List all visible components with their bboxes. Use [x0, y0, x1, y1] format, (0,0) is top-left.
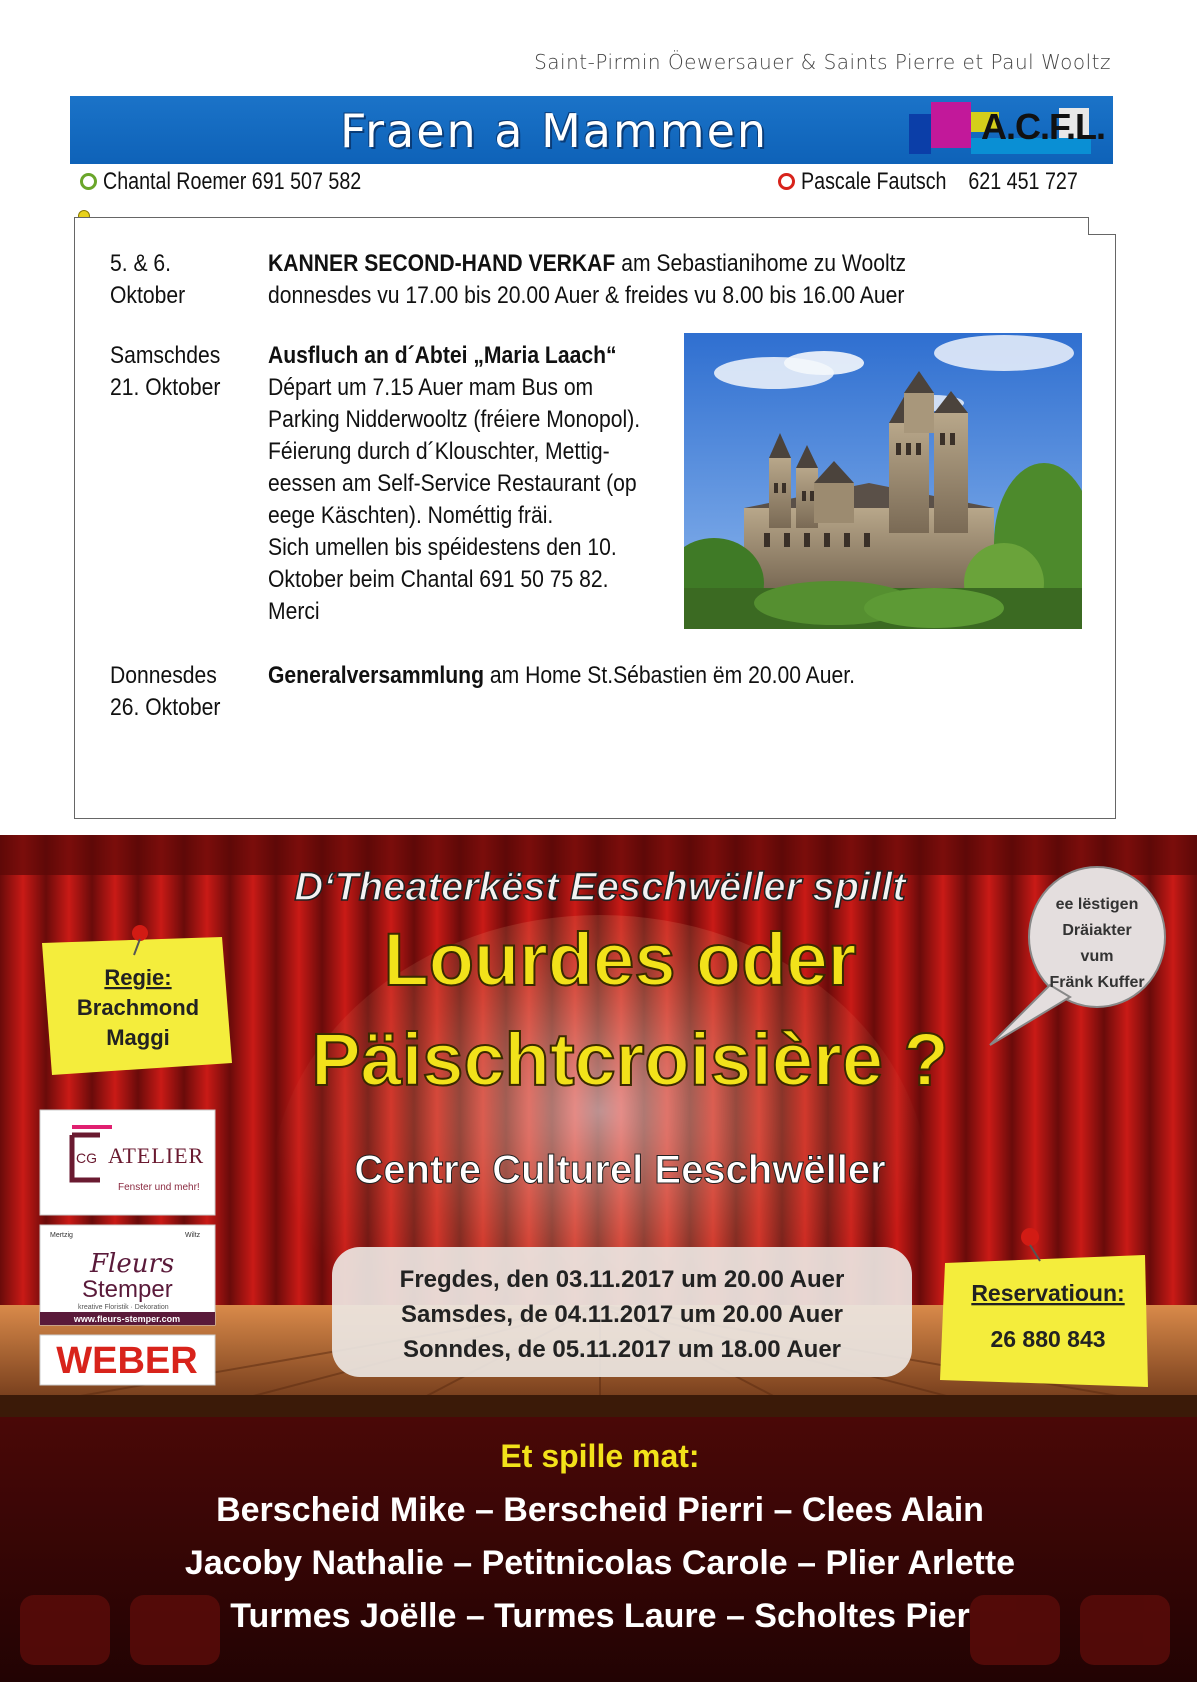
contact-left	[80, 168, 418, 196]
acfl-logo	[909, 98, 1105, 160]
cast-line: Turmes Joëlle – Turmes Laure – Scholtes Pier	[230, 1597, 970, 1635]
svg-text:Samsdes, de 04.11.2017 um 20.0: Samsdes, de 04.11.2017 um 20.00 Auer	[400, 1301, 844, 1328]
svg-text:Brachmond: Brachmond	[76, 995, 200, 1020]
svg-text:Fleurs: Fleurs	[90, 1249, 175, 1279]
cast-line: Berscheid Mike – Berscheid Pierri – Clees Alain	[216, 1491, 984, 1529]
phone-icon	[80, 173, 97, 190]
svg-text:Dräiakter: Dräiakter	[1062, 922, 1132, 939]
svg-text:www.fleurs-stemper.com: www.fleurs-stemper.com	[73, 1314, 181, 1324]
abbey-photo	[684, 333, 1082, 629]
poster-venue: Centre Culturel Eeschwëller	[354, 1148, 886, 1192]
event-date: Samschdes 21. Oktober	[110, 342, 221, 401]
poster-troupe: D‘Theaterkëst Eeschwëller spillt	[294, 865, 906, 909]
event-description: Ausfluch an d´Abtei „Maria Laach“ Départ um 7.15 Auer mam Bus om Parking Nidderwooltz (fréiere Monopol). Féierung durch d´Klouschter, Mettig- eessen am Self-Service Restaurant (op eege Käschten). Nométtig fräi. Sich umellen bis spéidestens den 10. Oktober beim Chantal 691 50 75 82. Merci	[268, 340, 1028, 628]
event-title: Ausfluch an d´Abtei „Maria Laach“	[268, 342, 617, 369]
event-date: 5. & 6. Oktober	[110, 250, 186, 309]
page-fold	[1088, 217, 1116, 235]
svg-text:Fränk Kuffer: Fränk Kuffer	[1049, 974, 1145, 991]
svg-text:Fregdes, den 03.11.2017 um 20.: Fregdes, den 03.11.2017 um 20.00 Auer	[399, 1266, 845, 1293]
regie-sticky-note	[42, 925, 232, 1075]
performance-dates	[332, 1247, 912, 1377]
poster-play-title-1: Lourdes oder	[383, 918, 857, 1001]
parish-header: Saint-Pirmin Öewersauer & Saints Pierre et Paul Wooltz	[534, 50, 1111, 74]
contact-left-text: Chantal Roemer 691 507 582	[103, 168, 362, 195]
event-description: KANNER SECOND-HAND VERKAF am Sebastianihome zu Wooltz donnesdes vu 17.00 bis 20.00 Auer & freides vu 8.00 bis 16.00 Auer	[268, 250, 907, 309]
svg-text:Mertzig: Mertzig	[50, 1232, 73, 1239]
sponsor-atelier-logo	[40, 1110, 215, 1215]
cast-line: Jacoby Nathalie – Petitnicolas Carole – Plier Arlette	[184, 1544, 1016, 1582]
contact-right-text: Pascale Fautsch 621 451 727	[801, 168, 1078, 195]
poster-play-title-2: Päischtcroisière ?	[311, 1018, 949, 1101]
event-title: KANNER SECOND-HAND VERKAF	[268, 250, 616, 277]
svg-text:26 880 843: 26 880 843	[990, 1326, 1106, 1352]
event-title: Generalversammlung	[268, 662, 484, 689]
svg-text:ee lëstigen: ee lëstigen	[1055, 896, 1139, 913]
event-date: Donnesdes 26. Oktober	[110, 662, 221, 721]
sponsor-fleurs-logo	[40, 1225, 215, 1325]
svg-text:Regie:: Regie:	[104, 965, 172, 990]
svg-text:Maggi: Maggi	[106, 1025, 170, 1050]
theatre-poster	[0, 835, 1197, 1682]
svg-text:vum: vum	[1080, 948, 1114, 965]
svg-text:WEBER: WEBER	[56, 1340, 198, 1382]
cast-heading: Et spille mat:	[500, 1438, 700, 1474]
svg-text:Reservatioun:: Reservatioun:	[971, 1280, 1125, 1306]
banner-title: Fraen a Mammen	[340, 104, 769, 158]
svg-text:Wiltz: Wiltz	[185, 1232, 201, 1239]
sponsor-weber-logo	[40, 1335, 215, 1385]
svg-text:kreative Floristik · Dekoratio: kreative Floristik · Dekoration	[78, 1304, 169, 1311]
group-banner	[70, 96, 1113, 164]
acfl-logo-text: A.C.F.L.	[981, 106, 1105, 147]
svg-text:Sonndes, de 05.11.2017 um 18.0: Sonndes, de 05.11.2017 um 18.00 Auer	[403, 1336, 841, 1363]
svg-text:Fenster und mehr!: Fenster und mehr!	[118, 1182, 200, 1193]
svg-text:ATELIER: ATELIER	[108, 1143, 205, 1168]
contact-right	[778, 168, 1139, 196]
svg-text:CG: CG	[76, 1150, 97, 1166]
phone-icon	[778, 173, 795, 190]
event-description: Generalversammlung am Home St.Sébastien ëm 20.00 Auer.	[268, 662, 855, 689]
svg-text:Stemper: Stemper	[82, 1276, 173, 1303]
